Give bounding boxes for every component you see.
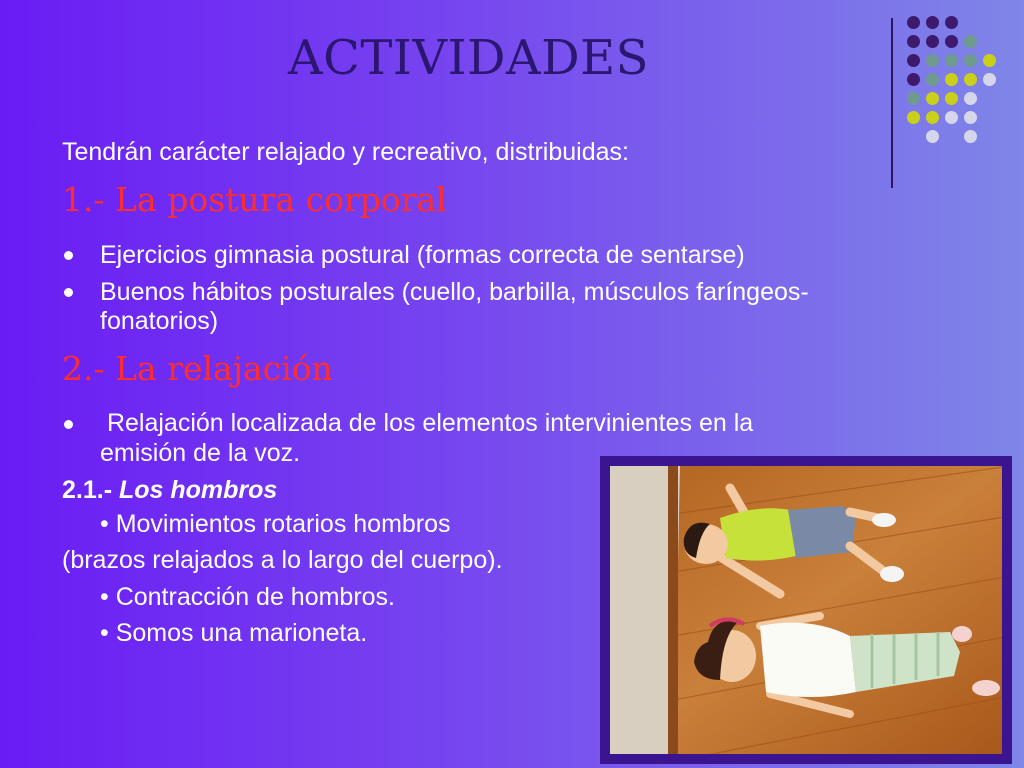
decorative-dot xyxy=(945,111,958,124)
decorative-dot xyxy=(907,16,920,29)
decorative-dot xyxy=(945,54,958,67)
intro-text: Tendrán carácter relajado y recreativo, distribuidas: xyxy=(62,138,629,166)
decorative-dot xyxy=(964,73,977,86)
decorative-dot xyxy=(926,35,939,48)
children-relaxing-photo xyxy=(610,466,1002,754)
subsection-item-4: • Somos una marioneta. xyxy=(100,619,368,647)
decorative-dot xyxy=(945,16,958,29)
subsection-title: Los hombros xyxy=(118,476,278,504)
decorative-dot xyxy=(964,92,977,105)
subsection-label xyxy=(62,476,277,505)
bullet-dot xyxy=(64,288,73,297)
subsection-item-1: • Movimientos rotarios hombros xyxy=(100,510,451,538)
subsection-item-3: • Contracción de hombros. xyxy=(100,583,396,611)
section2-heading xyxy=(62,349,333,388)
subsection-item-2: (brazos relajados a lo largo del cuerpo). xyxy=(62,546,503,574)
decorative-dot xyxy=(945,35,958,48)
decorative-dot xyxy=(926,92,939,105)
bullet-dot xyxy=(64,420,73,429)
decorative-dot xyxy=(945,92,958,105)
photo-frame xyxy=(600,456,1012,764)
decorative-dot xyxy=(983,54,996,67)
slide-title: ACTIVIDADES xyxy=(288,30,650,86)
decorative-dot xyxy=(964,111,977,124)
decorative-dot xyxy=(926,130,939,143)
decorative-divider xyxy=(891,18,893,188)
decorative-dot xyxy=(964,54,977,67)
decorative-dot xyxy=(907,92,920,105)
section1-bullet-2: Buenos hábitos posturales (cuello, barbilla, músculos faríngeos- xyxy=(100,278,809,306)
decorative-dot xyxy=(926,16,939,29)
baseboard xyxy=(668,466,678,754)
decorative-dot xyxy=(907,35,920,48)
decorative-dot xyxy=(907,111,920,124)
decorative-dot xyxy=(926,111,939,124)
section2-heading-prefix: 2.- La xyxy=(62,349,157,388)
subsection-number: 2.1.- xyxy=(62,476,113,504)
decorative-dot xyxy=(945,73,958,86)
section1-bullet-2-cont: fonatorios) xyxy=(100,307,219,335)
decorative-dot-grid xyxy=(907,16,1007,166)
section1-bullet-1: Ejercicios gimnasia postural (formas correcta de sentarse) xyxy=(100,241,745,269)
section2-bullet-line1: Relajación localizada de los elementos intervinientes en la xyxy=(100,409,754,437)
decorative-dot xyxy=(926,73,939,86)
decorative-dot xyxy=(907,54,920,67)
section2-bullet-line2: emisión de la voz. xyxy=(100,439,301,467)
decorative-dot xyxy=(907,73,920,86)
decorative-dot xyxy=(964,130,977,143)
section1-heading: 1.- La postura corporal xyxy=(62,180,447,219)
decorative-dot xyxy=(926,54,939,67)
bullet-dot xyxy=(64,251,73,260)
section2-heading-rest: relajación xyxy=(167,349,333,388)
decorative-dot xyxy=(964,35,977,48)
decorative-dot xyxy=(983,73,996,86)
